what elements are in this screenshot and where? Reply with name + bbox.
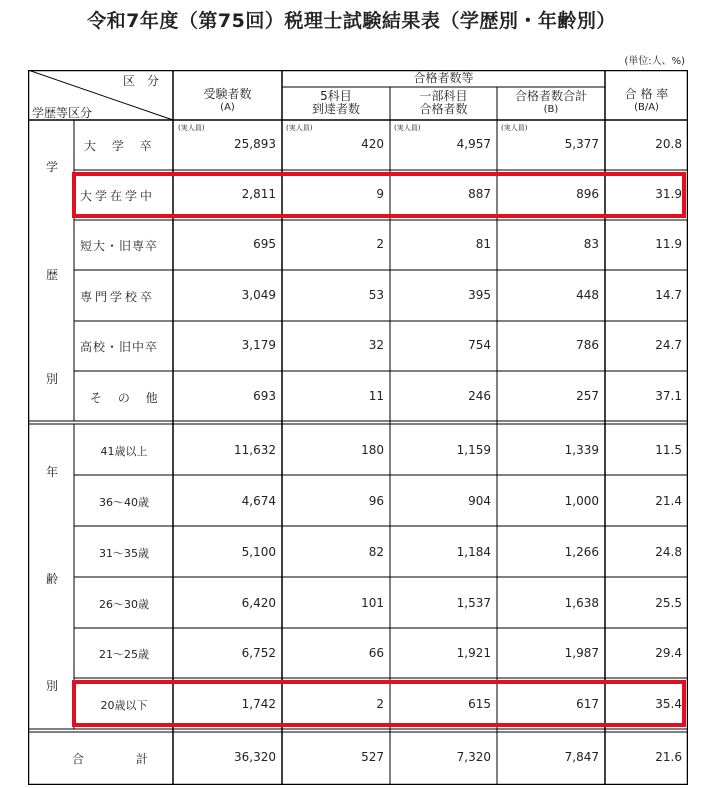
education-row-label: 専門学校卒 [80, 290, 156, 304]
cell-rate: 20.8 [655, 137, 682, 151]
cell-examinees: 6,420 [241, 596, 276, 610]
education-row-label: 大学在学中 [80, 189, 156, 203]
cell-rate: 21.4 [655, 494, 682, 508]
cell-examinees: 2,811 [241, 187, 276, 201]
cell-total: 617 [576, 697, 599, 711]
header-total-passers-sub: (B) [543, 104, 559, 115]
cell-rate: 14.7 [655, 288, 682, 302]
page-title: 令和7年度（第75回）税理士試験結果表（学歴別・年齢別） [87, 10, 616, 32]
cell-total: 1,000 [564, 494, 599, 508]
cell-examinees: 3,049 [241, 288, 276, 302]
group-age-char: 年 [46, 465, 59, 479]
total-row-label: 合 計 [72, 752, 153, 766]
cell-rate: 29.4 [655, 646, 682, 660]
cell-five: 2 [376, 237, 384, 251]
cell-total: 7,847 [564, 750, 599, 764]
age-row-label: 36～40歳 [99, 496, 149, 509]
cell-total: 5,377 [564, 137, 599, 151]
cell-examinees: 11,632 [234, 443, 276, 457]
cell-examinees: 4,674 [241, 494, 276, 508]
cell-five: 66 [368, 646, 384, 660]
cell-total: 786 [576, 338, 599, 352]
results-table [28, 70, 688, 785]
header-five-subjects-line2: 到達者数 [311, 102, 360, 116]
cell-partial: 7,320 [456, 750, 491, 764]
group-age-char: 別 [46, 679, 59, 693]
age-row-label: 31～35歳 [99, 547, 149, 560]
group-education-char: 別 [46, 372, 59, 386]
header-examinees [173, 88, 282, 114]
cell-five: 32 [368, 338, 384, 352]
cell-partial: 904 [468, 494, 491, 508]
cell-rate: 24.8 [655, 545, 682, 559]
cell-total: 83 [583, 237, 599, 251]
cell-five: 180 [361, 443, 384, 457]
header-five-subjects-line1: 5科目 [320, 89, 352, 103]
header-rate-sub: (B/A) [634, 102, 659, 113]
education-row-label: 高校・旧中卒 [80, 340, 159, 354]
cell-total: 1,266 [564, 545, 599, 559]
header-rate [605, 88, 688, 114]
header-passers-group: 合格者数等 [413, 71, 474, 85]
actual-persons-note: (実人員) [501, 124, 528, 132]
cell-rate: 25.5 [655, 596, 682, 610]
header-partial [390, 90, 497, 116]
actual-persons-note: (実人員) [286, 124, 313, 132]
cell-five: 53 [368, 288, 384, 302]
cell-partial: 1,537 [456, 596, 491, 610]
age-row-label: 41歳以上 [100, 445, 148, 458]
header-row-category-label: 学歴等区分 [32, 106, 93, 120]
age-row-label: 20歳以下 [100, 699, 148, 712]
cell-examinees: 5,100 [241, 545, 276, 559]
education-row-label: そ の 他 [90, 391, 164, 405]
highlight-box [72, 172, 686, 218]
cell-total: 257 [576, 389, 599, 403]
age-row-label: 21～25歳 [99, 648, 149, 661]
cell-partial: 754 [468, 338, 491, 352]
group-age-char: 齢 [46, 572, 59, 586]
header-total-passers-label: 合格者数合計 [514, 89, 587, 103]
header-total-passers [497, 90, 605, 116]
cell-rate: 35.4 [655, 697, 682, 711]
cell-rate: 11.5 [655, 443, 682, 457]
highlight-box [72, 680, 686, 727]
header-examinees-label: 受験者数 [203, 87, 252, 101]
header-rate-label: 合 格 率 [624, 87, 669, 101]
cell-partial: 1,921 [456, 646, 491, 660]
header-five-subjects [282, 90, 390, 116]
cell-partial: 4,957 [456, 137, 491, 151]
cell-partial: 887 [468, 187, 491, 201]
cell-total: 1,339 [564, 443, 599, 457]
cell-rate: 31.9 [655, 187, 682, 201]
cell-partial: 81 [475, 237, 491, 251]
cell-examinees: 3,179 [241, 338, 276, 352]
cell-examinees: 36,320 [234, 750, 276, 764]
cell-total: 1,987 [564, 646, 599, 660]
unit-note: (単位:人、%) [624, 56, 685, 67]
cell-rate: 21.6 [655, 750, 682, 764]
actual-persons-note: (実人員) [178, 124, 205, 132]
cell-partial: 615 [468, 697, 491, 711]
cell-partial: 1,184 [456, 545, 491, 559]
group-education-char: 学 [46, 160, 59, 174]
cell-partial: 246 [468, 389, 491, 403]
cell-rate: 24.7 [655, 338, 682, 352]
cell-total: 448 [576, 288, 599, 302]
cell-examinees: 693 [253, 389, 276, 403]
cell-examinees: 25,893 [234, 137, 276, 151]
cell-five: 82 [368, 545, 384, 559]
education-row-label: 大 学 卒 [84, 139, 158, 153]
cell-five: 420 [361, 137, 384, 151]
age-row-label: 26～30歳 [99, 598, 149, 611]
cell-partial: 395 [468, 288, 491, 302]
cell-five: 96 [368, 494, 384, 508]
cell-five: 9 [376, 187, 384, 201]
cell-examinees: 1,742 [241, 697, 276, 711]
cell-rate: 37.1 [655, 389, 682, 403]
actual-persons-note: (実人員) [394, 124, 421, 132]
cell-five: 527 [361, 750, 384, 764]
cell-total: 1,638 [564, 596, 599, 610]
header-examinees-sub: (A) [220, 102, 235, 113]
header-partial-line2: 合格者数 [419, 102, 468, 116]
cell-examinees: 695 [253, 237, 276, 251]
cell-total: 896 [576, 187, 599, 201]
cell-partial: 1,159 [456, 443, 491, 457]
cell-five: 2 [376, 697, 384, 711]
cell-examinees: 6,752 [241, 646, 276, 660]
cell-five: 101 [361, 596, 384, 610]
group-education-char: 歴 [46, 268, 59, 282]
header-partial-line1: 一部科目 [419, 89, 468, 103]
education-row-label: 短大・旧専卒 [80, 239, 159, 253]
cell-five: 11 [368, 389, 384, 403]
header-category-label: 区 分 [123, 74, 160, 88]
cell-rate: 11.9 [655, 237, 682, 251]
